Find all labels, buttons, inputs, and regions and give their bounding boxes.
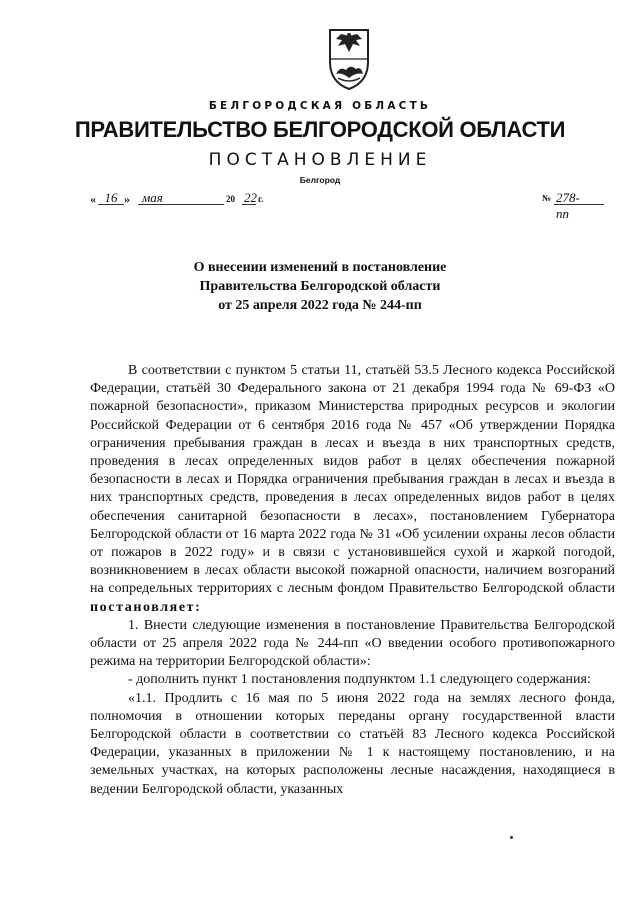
title-line-1: О внесении изменений в постановление xyxy=(193,260,447,275)
day-underline xyxy=(98,204,124,205)
month-underline xyxy=(138,204,224,205)
doc-number-label: № xyxy=(542,193,552,203)
title-line-3: от 25 апреля 2022 года № 244-пп xyxy=(218,298,422,313)
belgorod-coat-of-arms-icon xyxy=(326,26,372,92)
date-year-mark: г. xyxy=(258,194,264,204)
date-year-suffix: 22 xyxy=(244,190,257,205)
date-close-quote: » xyxy=(124,192,130,206)
document-body xyxy=(90,362,615,799)
item-1-subitem-paragraph: - дополнить пункт 1 постановления подпунктом 1.1 следующего содержания: xyxy=(128,672,591,688)
title-line-2: Правительства Белгородской области xyxy=(199,279,441,294)
preamble-paragraph xyxy=(90,362,615,617)
number-underline xyxy=(554,204,604,205)
date-year-prefix: 20 xyxy=(226,194,235,204)
city-name: Белгород xyxy=(299,175,341,185)
preamble-text: В соответствии с пунктом 5 статьи 11, статьёй 53.5 Лесного кодекса Российской Федерации, статьёй 30 Федерального закона от 21 декабря 1994 года № 69-ФЗ «О пожарной безопасности», приказом Министерства природных ресурсов и экологии Российской Федерации от 6 сентября 2016 года № 457 «Об утверждении Порядка ограничения пребывания граждан в лесах и въезда в них транспортных средств, проведения в лесах определенных видов работ в целях обеспечения пожарной безопасности в лесах и Порядка ограничения пребывания граждан в лесах и въезда в них транспортных средств, проведения в лесах определенных видов работ в целях обеспечения санитарной безопасности в лесах», постановлением Губернатора Белгородской области от 16 марта 2022 года № 31 «Об усилении охраны лесов области от пожаров в 2022 году» и в связи с установившейся сухой и жаркой погодой, возникновением в лесах области высокой пожарной опасности, наличием возгораний на сопредельных территориях с лесным фондом Правительство Белгородской области xyxy=(90,363,615,597)
page-mark xyxy=(510,836,513,839)
government-name: ПРАВИТЕЛЬСТВО БЕЛГОРОДСКОЙ ОБЛАСТИ xyxy=(74,117,566,142)
decree-word: постановляет xyxy=(90,599,196,615)
decree-colon: : xyxy=(195,599,200,615)
date-open-quote: « xyxy=(90,192,96,206)
doc-number: 278-пп xyxy=(556,190,580,221)
date-day: 16 xyxy=(104,190,118,205)
date-number-line xyxy=(90,190,580,221)
item-1-paragraph: 1. Внести следующие изменения в постановление Правительства Белгородской области от 25 апреля 2022 года № 244-пп «О введении особого противопожарного режима на территории Белгородской области»: xyxy=(90,617,615,670)
document-type: ПОСТАНОВЛЕНИЕ xyxy=(208,150,432,170)
document-title xyxy=(0,258,640,315)
date-month: мая xyxy=(142,190,163,205)
region-name: БЕЛГОРОДСКАЯ ОБЛАСТЬ xyxy=(208,100,432,112)
subitem-1-1-paragraph: «1.1. Продлить с 16 мая по 5 июня 2022 года на землях лесного фонда, полномочия в отношении которых переданы органу государственной власти Белгородской области в соответствии со статьёй 83 Лесного кодекса Российской Федерации, указанных в приложении № 1 к настоящему постановлению, и на земельных участках, на которых расположены лесные насаждения, находящиеся в ведении Белгородской области, указанных xyxy=(90,690,615,797)
year-underline xyxy=(242,204,256,205)
